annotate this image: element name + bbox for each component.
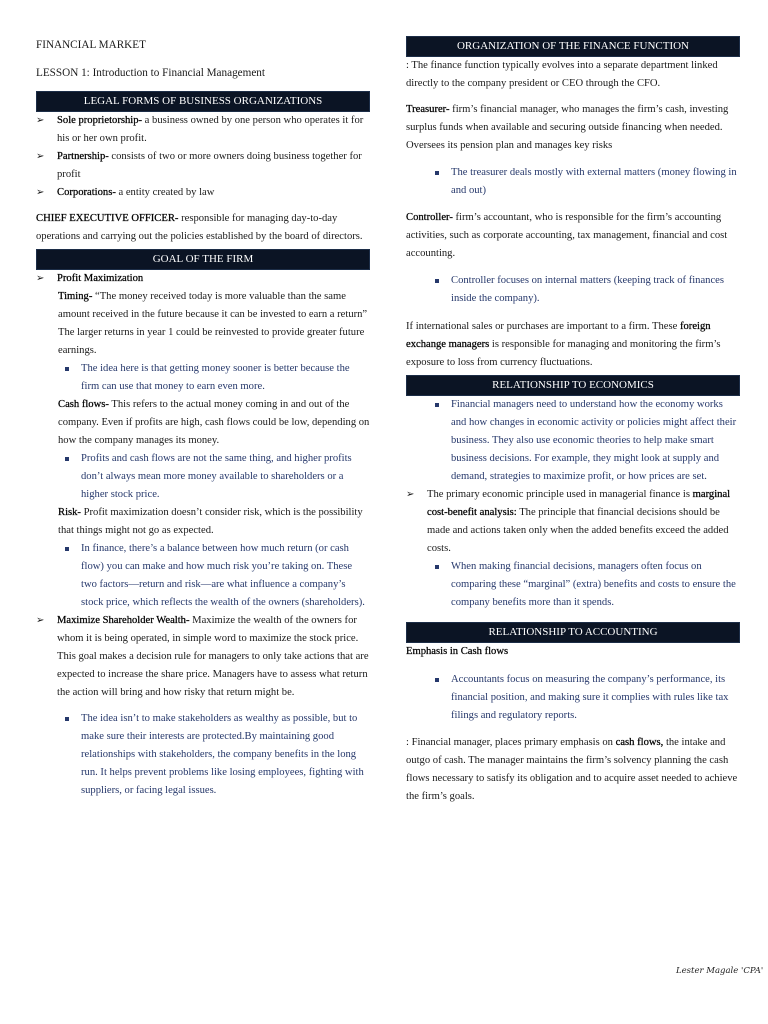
shareholder-wealth-item: ➢ Maximize Shareholder Wealth- Maximize the wealth of the owners for whom it is being operated, in simple word to maximize the stock price. This goal makes a decision rule for managers to only take actions that are expected to increase the share price. Managers have to assess what return the action will bring and how risky that return might be. — [36, 612, 370, 702]
controller-paragraph: Controller- firm’s accountant, who is responsible for the firm’s accounting activities, such as corporate accounting, tax management, financial and cost accounting. — [406, 212, 728, 259]
legal-forms-heading: LEGAL FORMS OF BUSINESS ORGANIZATIONS — [36, 91, 370, 112]
square-bullet-icon — [435, 279, 439, 283]
legal-form-item: ➢ Sole proprietorship- a business owned by one person who operates it for his or her own profit. — [36, 112, 370, 148]
shareholder-wealth-note: The idea isn’t to make stakeholders as wealthy as possible, but to make sure their interests are protected.By maintaining good relationships with stakeholders, the company benefits in the long run. It helps prevent problems like losing employees, fighting with suppliers, or facing legal issues. — [36, 710, 370, 800]
accounting-heading: RELATIONSHIP TO ACCOUNTING — [406, 622, 740, 643]
timing-paragraph: Timing- “The money received today is more valuable than the same amount received in the future because it can be invested to earn a return” The larger returns in year 1 could be reinvested to provide greater future earnings. — [58, 291, 368, 356]
author-signature: Lester Magale 'CPA' — [676, 966, 764, 976]
economics-note: Financial managers need to understand how the economy works and how changes in economic activity or policies might affect their business. They also use economic theories to help make smart business decisions. For example, they might look at supply and demand, strategies to maximize profit, or how prices are set. — [406, 396, 740, 486]
cash-flows-paragraph: Cash flows- This refers to the actual money coming in and out of the company. Even if profits are high, cash flows could be low, depending on how the company manages its money. — [58, 399, 370, 446]
treasurer-note: The treasurer deals mostly with external matters (money flowing in and out) — [406, 164, 740, 200]
fx-managers-paragraph: If international sales or purchases are important to a firm. These foreign exchange managers is responsible for managing and monitoring the firm’s exposure to loss from currency fluctuations. — [406, 321, 721, 368]
accounting-note: Accountants focus on measuring the company’s performance, its financial position, and making sure it complies with rules like tax filings and regulatory reports. — [406, 671, 740, 725]
square-bullet-icon — [435, 565, 439, 569]
timing-note: The idea here is that getting money sooner is better because the firm can use that money to earn even more. — [36, 360, 370, 396]
organization-heading: ORGANIZATION OF THE FINANCE FUNCTION — [406, 36, 740, 57]
lesson-title: LESSON 1: Introduction to Financial Management — [36, 67, 265, 79]
risk-paragraph: Risk- Profit maximization doesn’t consider risk, which is the possibility that things might not go as expected. — [58, 507, 363, 536]
treasurer-paragraph: Treasurer- firm’s financial manager, who manages the firm’s cash, investing surplus funds when available and securing outside financing when needed. Oversees its pension plan and manages key risks — [406, 104, 729, 151]
accounting-closing-paragraph: : Financial manager, places primary emphasis on cash flows, the intake and outgo of cash. The manager maintains the firm’s solvency planning the cash flows necessary to satisfy its obligation and to acquire asset needed to achieve the firm’s goals. — [406, 737, 738, 802]
ceo-paragraph: CHIEF EXECUTIVE OFFICER- responsible for managing day-to-day operations and carrying out the policies established by the board of directors. — [36, 213, 363, 242]
economics-heading: RELATIONSHIP TO ECONOMICS — [406, 375, 740, 396]
marginal-analysis-note: When making financial decisions, managers often focus on comparing these “marginal” (extra) benefits and costs to ensure the company benefits more than it spends. — [406, 558, 740, 612]
square-bullet-icon — [435, 678, 439, 682]
arrow-bullet-icon: ➢ — [36, 187, 45, 198]
arrow-bullet-icon: ➢ — [406, 489, 415, 500]
arrow-bullet-icon: ➢ — [36, 115, 45, 126]
legal-form-item: ➢ Partnership- consists of two or more owners doing business together for profit — [36, 148, 370, 184]
risk-note: In finance, there’s a balance between how much return (or cash flow) you can make and how much risk you’re taking on. These two factors—return and risk—are what influence a company’s stock price, which reflects the wealth of the owners (shareholders). — [36, 540, 370, 612]
controller-note: Controller focuses on internal matters (keeping track of finances inside the company). — [406, 272, 740, 308]
profit-maximization-item: ➢ Profit Maximization — [36, 270, 370, 288]
legal-form-item: ➢ Corporations- a entity created by law — [36, 184, 370, 202]
arrow-bullet-icon: ➢ — [36, 273, 45, 284]
square-bullet-icon — [435, 403, 439, 407]
left-column — [36, 36, 370, 800]
cash-flows-note: Profits and cash flows are not the same thing, and higher profits don’t always mean more money available to shareholders or a higher stock price. — [36, 450, 370, 504]
square-bullet-icon — [65, 547, 69, 551]
organization-intro: : The finance function typically evolves into a separate department linked directly to the company president or CEO through the CFO. — [406, 60, 718, 89]
document-title: FINANCIAL MARKET — [36, 39, 146, 51]
square-bullet-icon — [435, 171, 439, 175]
marginal-analysis-item: ➢ The primary economic principle used in managerial finance is marginal cost-benefit analysis: The principle that financial decisions should be made and actions taken only when the added benefits exceed the added costs. — [406, 486, 740, 558]
goal-heading: GOAL OF THE FIRM — [36, 249, 370, 270]
arrow-bullet-icon: ➢ — [36, 151, 45, 162]
arrow-bullet-icon: ➢ — [36, 615, 45, 626]
cash-flows-emphasis: Emphasis in Cash flows — [406, 646, 509, 657]
square-bullet-icon — [65, 367, 69, 371]
square-bullet-icon — [65, 457, 69, 461]
right-column — [406, 36, 740, 806]
square-bullet-icon — [65, 717, 69, 721]
